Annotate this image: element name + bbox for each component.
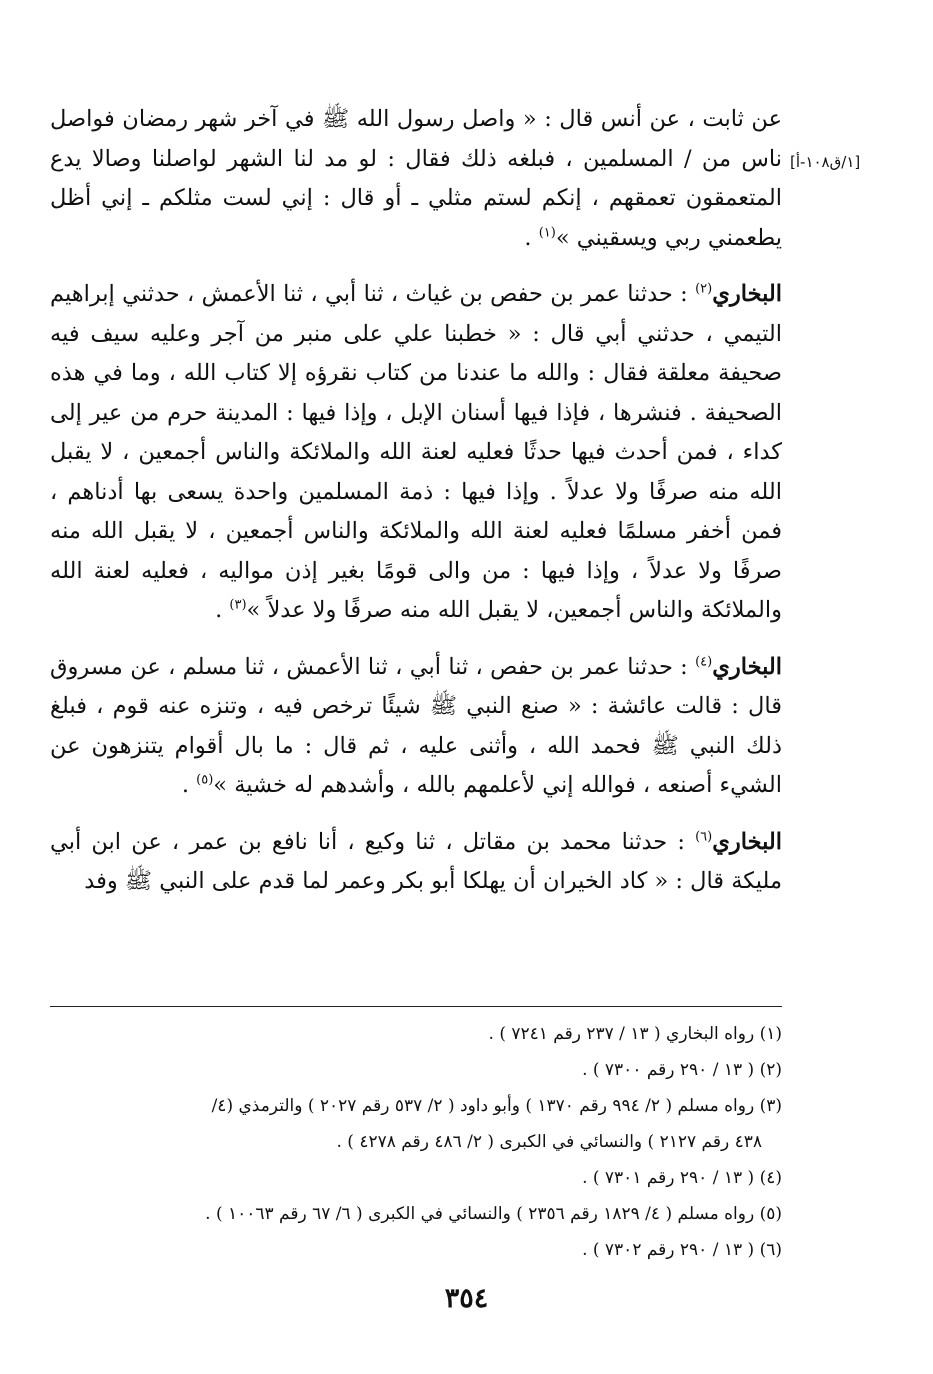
source-name: البخاري xyxy=(712,281,782,307)
page-number: ٣٥٤ xyxy=(444,1283,489,1314)
footnote-ref: (٢) xyxy=(695,281,713,297)
hadith-paragraph-4 xyxy=(50,823,782,902)
footnote-3-continued: ٤٣٨ رقم ٢١٢٧ ) والنسائي في الكبرى ( ٢/ ٤٨٦ رقم ٤٢٧٨ ) . xyxy=(336,1132,762,1152)
hadith-text: : حدثنا عمر بن حفص ، ثنا أبي ، ثنا الأعمش ، ثنا مسلم ، عن مسروق قال : قالت عائشة : « صنع النبي ﷺ شيئًا ترخص فيه ، وتنزه عنه قوم ، فبلغ ذلك النبي ﷺ فحمد الله ، وأثنى عليه ، ثم قال : ما بال أقوام يتنزهون عن الشيء أصنعه ، فوالله إني لأعلمهم بالله ، وأشدهم له خشية » xyxy=(50,653,782,798)
footnote-3: (٣) رواه مسلم ( ٢/ ٩٩٤ رقم ١٣٧٠ ) وأبو داود ( ٢/ ٥٣٧ رقم ٢٠٢٧ ) والترمذي (٤/ xyxy=(211,1096,782,1116)
hadith-text: : حدثنا عمر بن حفص بن غياث ، ثنا أبي ، ثنا الأعمش ، حدثني إبراهيم التيمي ، حدثني أبي قال : « خطبنا علي على منبر من آجر وعليه سيف فيه صحيفة معلقة فقال : والله ما عندنا من كتاب نقرؤه إلا كتاب الله ، وما في هذه الصحيفة . فنشرها ، فإذا فيها أسنان الإبل ، وإذا فيها : المدينة حرم من عير إلى كداء ، فمن أحدث فيها حدثًا فعليه لعنة الله والملائكة والناس أجمعين ، لا يقبل الله منه صرفًا ولا عدلاً . وإذا فيها : ذمة المسلمين واحدة يسعى بها أدناهم ، فمن أخفر مسلمًا فعليه لعنة الله والملائكة والناس أجمعين ، لا يقبل الله منه صرفًا ولا عدلاً ، وإذا فيها : من والى قومًا بغير إذن مواليه ، فعليه لعنة الله والملائكة والناس أجمعين، لا يقبل الله منه صرفًا ولا عدلاً » xyxy=(50,281,782,623)
hadith-text: : حدثنا محمد بن مقاتل ، ثنا وكيع ، أنا نافع بن عمر ، عن ابن أبي مليكة قال : « كاد الخيران أن يهلكا أبو بكر وعمر لما قدم على النبي ﷺ وفد xyxy=(50,828,782,894)
footnote-ref: (١) xyxy=(538,225,556,240)
source-name: البخاري xyxy=(712,828,782,855)
source-name: البخاري xyxy=(712,653,782,680)
paragraph-end: . xyxy=(215,597,230,623)
footnote-ref: (٦) xyxy=(695,829,713,844)
paragraph-end: . xyxy=(181,772,197,798)
footnote-ref: (٥) xyxy=(196,772,214,788)
hadith-text: عن ثابت ، عن أنس قال : « واصل رسول الله ﷺ في آخر شهر رمضان فواصل ناس من / المسلمين ، فبلغه ذلك فقال : لو مد لنا الشهر لواصلنا وصالا يدع المتعمقون تعمقهم ، إنكم لستم مثلي ـ أو قال : إني لست مثلكم ـ إني أظل يطعمني ربي ويسقيني » xyxy=(50,106,782,251)
footnote-2: (٢) ( ١٣ / ٢٩٠ رقم ٧٣٠٠ ) . xyxy=(582,1060,782,1080)
footnote-5: (٥) رواه مسلم ( ٤/ ١٨٢٩ رقم ٢٣٥٦ ) والنسائي في الكبرى ( ٦/ ٦٧ رقم ١٠٠٦٣ ) . xyxy=(205,1204,782,1224)
footnote-4: (٤) ( ١٣ / ٢٩٠ رقم ٧٣٠١ ) . xyxy=(582,1168,782,1188)
paragraph-end: . xyxy=(524,224,539,251)
main-text xyxy=(50,100,782,902)
hadith-paragraph-3 xyxy=(50,648,782,806)
footnote-ref: (٣) xyxy=(229,597,247,613)
footnote-separator xyxy=(50,1006,782,1007)
manuscript-folio-note: [١/ق١٠٨-أ] xyxy=(790,153,861,171)
footnotes xyxy=(42,1016,782,1268)
hadith-paragraph-1 xyxy=(50,100,782,258)
footnote-ref: (٤) xyxy=(695,654,713,669)
footnote-6: (٦) ( ١٣ / ٢٩٠ رقم ٧٣٠٢ ) . xyxy=(582,1240,782,1260)
footnote-1: (١) رواه البخاري ( ١٣ / ٢٣٧ رقم ٧٢٤١ ) . xyxy=(488,1024,782,1044)
hadith-paragraph-2 xyxy=(50,275,782,631)
